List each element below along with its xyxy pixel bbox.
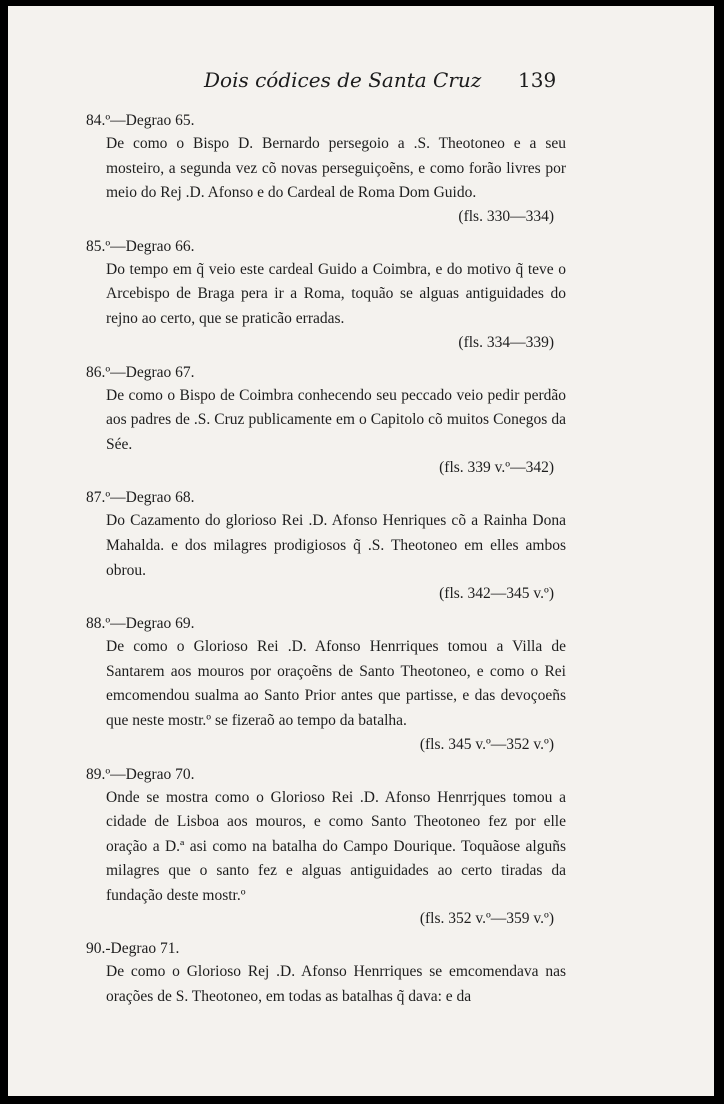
- folio-reference: (fls. 334—339): [458, 333, 554, 351]
- entry-text: Do tempo em q̃ veio este cardeal Guido a Coimbra, e do motivo q̃ teve o Arcebispo de Braga pera ir a Roma, toquão se alguas antiguidades do rejno ao certo, que se praticão erradas.: [106, 260, 566, 327]
- page-number: 139: [518, 68, 557, 92]
- book-page: [8, 6, 714, 1096]
- entry-heading: 85.º—Degrao 66.: [86, 237, 195, 255]
- entry-text: De como o Bispo de Coimbra conhecendo seu peccado veio pedir perdão aos padres de .S. Cruz publicamente em o Capitolo cõ muitos Conegos da Sée.: [106, 386, 566, 453]
- list-item: [86, 613, 566, 755]
- entry-heading: 86.º—Degrao 67.: [86, 363, 195, 381]
- list-item: [86, 764, 566, 931]
- folio-reference: (fls. 342—345 v.º): [439, 585, 554, 603]
- folio-reference: (fls. 339 v.º—342): [439, 459, 554, 477]
- entry-heading: 89.º—Degrao 70.: [86, 765, 195, 783]
- list-item: [86, 938, 566, 1009]
- entry-heading: 88.º—Degrao 69.: [86, 615, 195, 633]
- entry-text: De como o Glorioso Rei .D. Afonso Henrriques tomou a Villa de Santarem aos mouros por oraçoẽns de Santo Theotoneo, e como o Rei emcomendou sualma ao Santo Prior antes que partisse, e das devoçoeñs que neste mostr.º se fizeraõ ao tempo da batalha.: [106, 638, 566, 729]
- list-item: [86, 110, 566, 228]
- entry-heading: 90.-Degrao 71.: [86, 940, 180, 958]
- list-item: [86, 487, 566, 605]
- folio-reference: (fls. 345 v.º—352 v.º): [419, 735, 554, 753]
- entry-heading: 84.º—Degrao 65.: [86, 112, 195, 129]
- list-item: [86, 236, 566, 354]
- entry-text: De como o Bispo D. Bernardo persegoio a .S. Theotoneo e a seu mosteiro, a segunda vez cõ novas perseguiçoẽns, e como forão livres por meio do Rej .D. Afonso e do Cardeal de Roma Dom Guido.: [106, 135, 566, 202]
- entry-heading: 87.º—Degrao 68.: [86, 489, 195, 507]
- list-item: [86, 362, 566, 480]
- entry-text: De como o Glorioso Rej .D. Afonso Henrriques se emcomendava nas orações de S. Theotoneo, em todas as batalhas q̃ dava: e da: [106, 963, 566, 1006]
- entry-list: [86, 110, 566, 1018]
- entry-text: Onde se mostra como o Glorioso Rei .D. Afonso Henrrjques tomou a cidade de Lisboa aos mouros, e como Santo Theotoneo fez por elle oração a D.ª asi como na batalha do Campo Dourique. Toquãose alguñs milagres que o santo fez e alguas antiguidades ao certo tiradas da fundação deste mostr.º: [106, 788, 566, 904]
- folio-reference: (fls. 330—334): [458, 207, 554, 225]
- entry-text: Do Cazamento do glorioso Rei .D. Afonso Henriques cõ a Rainha Dona Mahalda. e dos milagres prodigiosos q̃ .S. Theotoneo em elles ambos obrou.: [106, 512, 566, 579]
- running-title: Dois códices de Santa Cruz: [204, 68, 482, 92]
- page-header: [8, 68, 714, 102]
- folio-reference: (fls. 352 v.º—359 v.º): [419, 910, 554, 928]
